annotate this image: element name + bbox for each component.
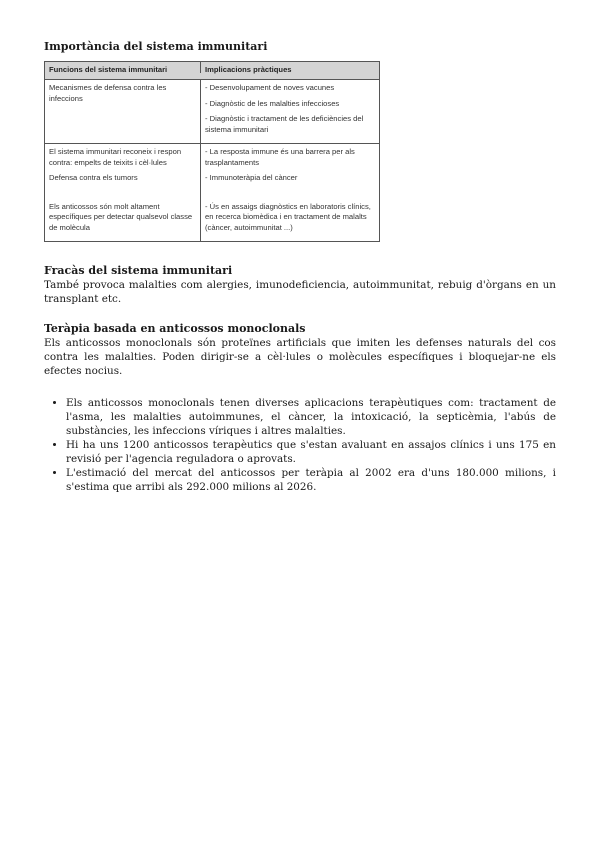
cell-text: - Desenvolupament de noves vacunes — [205, 83, 335, 92]
table-cell — [45, 80, 201, 143]
cell-text: Els anticossos són molt altament específiques per detectar qualsevol classe de molècula — [49, 201, 193, 232]
cell-text: - Ús en assaigs diagnòstics en laboratoris clínics, en recerca biomèdica i en tractament de malalts (càncer, autoimmunitat ...) — [205, 201, 371, 232]
failure-paragraph: També provoca malalties com alergies, imunodeficiencia, autoimmunitat, rebuig d'òrgans en un transplant etc. — [44, 279, 556, 305]
cell-text: - Immunoteràpia del càncer — [205, 173, 298, 182]
cell-text: Defensa contra els tumors — [49, 173, 138, 182]
monoclonal-paragraph: Els anticossos monoclonals són proteïnes artificials que imiten les defenses naturals del cos contra les malalties. Poden dirigir-se a cèl·lules o molècules específiques i bloquejar-ne els efectes nocius. — [44, 337, 556, 377]
immune-functions-table — [44, 61, 380, 242]
table-header — [45, 62, 379, 80]
table-row — [45, 80, 379, 143]
table-header-implications: Implicacions pràctiques — [205, 65, 292, 74]
table-cell — [45, 144, 201, 241]
list-item: • Els anticossos monoclonals tenen diverses aplicacions terapèutiques com: tractament de l'asma, les malalties autoimmunes, el càncer, la intoxicació, la septicèmia, l'abús de substàncies, les infeccions víriques i altres malalties. — [66, 396, 556, 438]
list-item: • Hi ha uns 1200 anticossos terapèutics que s'estan avaluant en assajos clínics i uns 175 en revisió per l'agencia reguladora o aprovats. — [66, 438, 556, 466]
table-row — [45, 143, 379, 241]
table-header-functions: Funcions del sistema immunitari — [45, 62, 201, 73]
cell-text: Mecanismes de defensa contra les infeccions — [49, 83, 167, 103]
cell-text: - La resposta immune és una barrera per als trasplantaments — [205, 147, 355, 167]
section-title-monoclonal: Teràpia basada en anticossos monoclonals — [44, 322, 306, 335]
cell-text: - Diagnòstic i tractament de les deficiències del sistema immunitari — [205, 114, 364, 134]
section-title-importance: Importància del sistema immunitari — [44, 40, 268, 53]
document-page — [44, 40, 556, 494]
table-cell — [201, 80, 379, 143]
section-monoclonal — [44, 322, 556, 494]
section-title-failure: Fracàs del sistema immunitari — [44, 264, 233, 277]
table-cell — [201, 144, 379, 241]
section-failure — [44, 264, 556, 306]
cell-text: - Diagnòstic de les malalties infeccioses — [205, 98, 340, 108]
list-item: • L'estimació del mercat del anticossos per teràpia al 2002 era d'uns 180.000 milions, i s'estima que arribi als 292.000 milions al 2026. — [66, 466, 556, 494]
cell-text: El sistema immunitari reconeix i respon contra: empelts de teixits i cèl·lules — [49, 147, 182, 167]
monoclonal-bullet-list — [44, 396, 556, 494]
